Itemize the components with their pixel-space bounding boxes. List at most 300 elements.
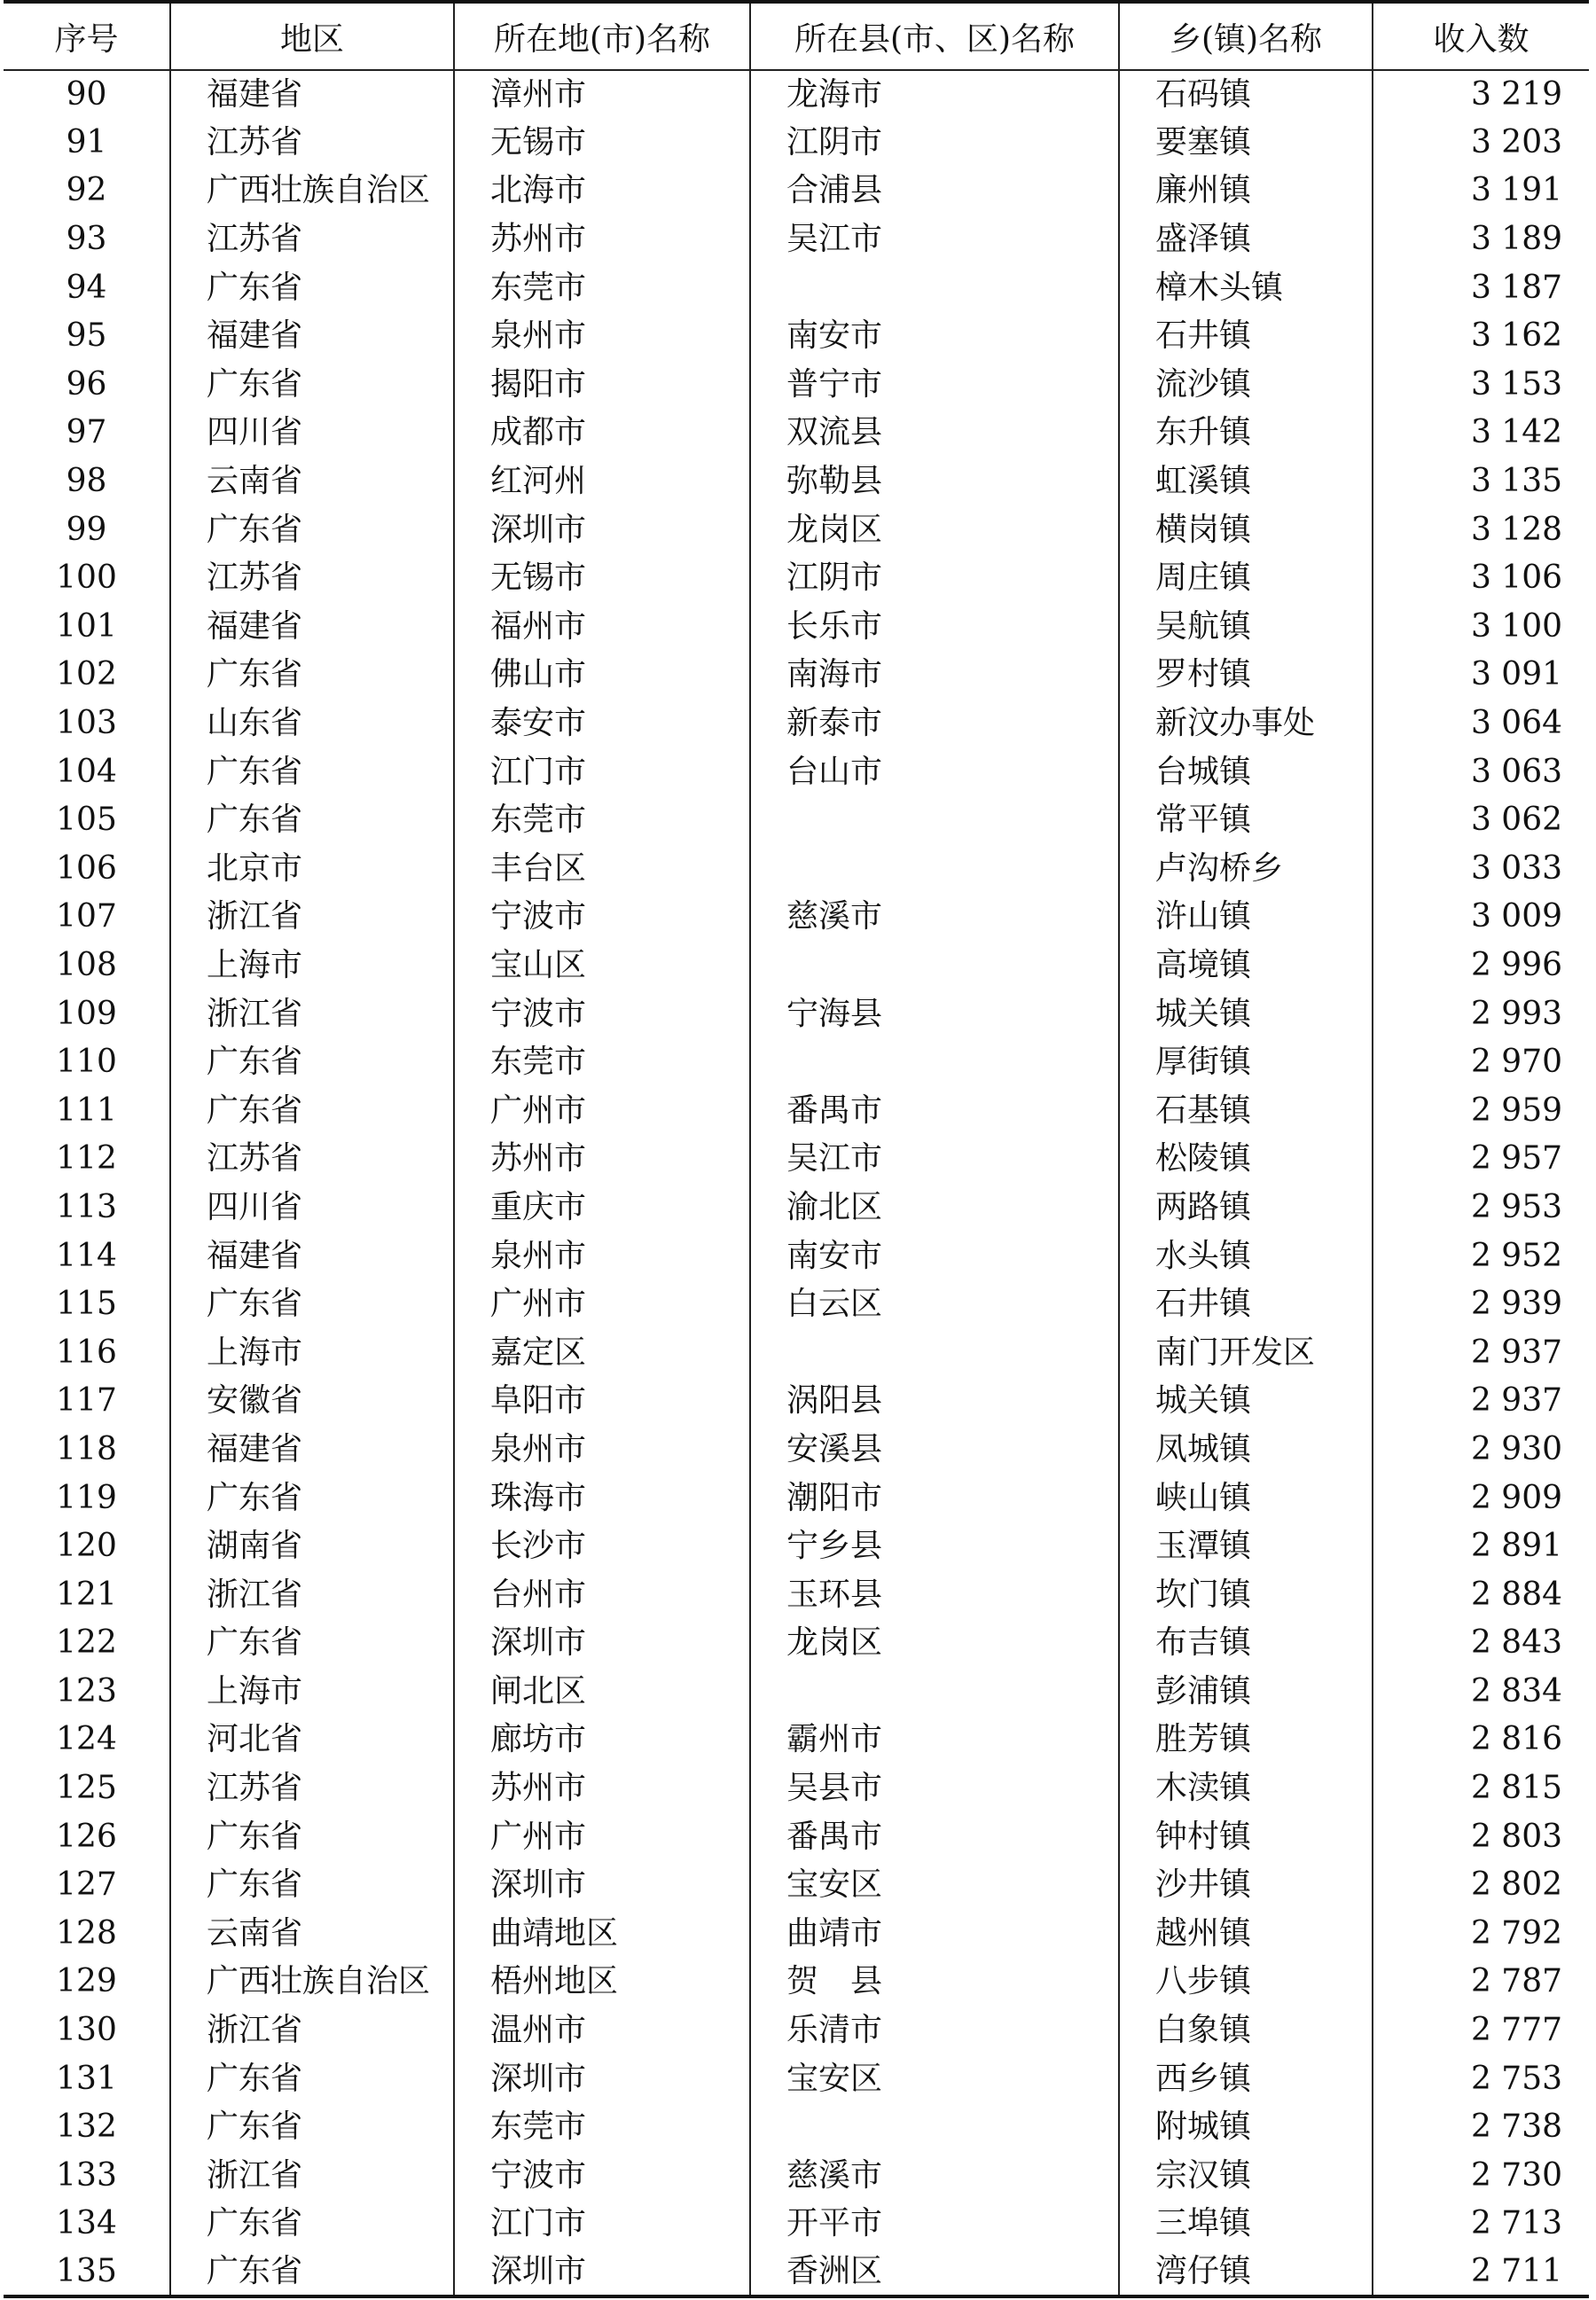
cell-county-name: 慈溪市: [750, 893, 1119, 942]
cell-serial-number: 91: [4, 119, 170, 168]
cell-town-name: 凤城镇: [1119, 1426, 1373, 1475]
cell-city-name: 东莞市: [454, 263, 750, 312]
cell-region: 福建省: [170, 1426, 454, 1475]
cell-region: 广东省: [170, 1619, 454, 1668]
cell-county-name: 南安市: [750, 312, 1119, 361]
cell-serial-number: 97: [4, 409, 170, 458]
cell-serial-number: 92: [4, 167, 170, 215]
cell-city-name: 苏州市: [454, 1764, 750, 1813]
cell-county-name: 江阴市: [750, 119, 1119, 168]
cell-county-name: 宁乡县: [750, 1522, 1119, 1571]
cell-town-name: 城关镇: [1119, 990, 1373, 1038]
table-row: [4, 70, 1589, 119]
cell-town-name: 石井镇: [1119, 312, 1373, 361]
table-row: [4, 1522, 1589, 1571]
cell-region: 广东省: [170, 651, 454, 700]
table-row: [4, 1619, 1589, 1668]
cell-county-name: 吴江市: [750, 215, 1119, 264]
cell-region: 广东省: [170, 747, 454, 796]
cell-city-name: 温州市: [454, 2007, 750, 2055]
income-table-page: [4, 0, 1589, 2298]
cell-city-name: 宁波市: [454, 990, 750, 1038]
cell-city-name: 无锡市: [454, 119, 750, 168]
table-row: [4, 796, 1589, 845]
cell-town-name: 宗汉镇: [1119, 2152, 1373, 2201]
cell-county-name: 涡阳县: [750, 1377, 1119, 1426]
cell-county-name: 番禺市: [750, 1086, 1119, 1135]
cell-serial-number: 104: [4, 747, 170, 796]
cell-income: 2 711: [1373, 2249, 1589, 2297]
table-row: [4, 845, 1589, 894]
cell-city-name: 宁波市: [454, 893, 750, 942]
table-row: [4, 1764, 1589, 1813]
cell-city-name: 廊坊市: [454, 1716, 750, 1764]
cell-region: 广东省: [170, 2249, 454, 2297]
cell-city-name: 深圳市: [454, 1861, 750, 1910]
cell-income: 3 203: [1373, 119, 1589, 168]
table-row: [4, 2054, 1589, 2103]
cell-income: 2 930: [1373, 1426, 1589, 1475]
cell-city-name: 宝山区: [454, 942, 750, 990]
cell-town-name: 虹溪镇: [1119, 458, 1373, 506]
cell-income: 2 891: [1373, 1522, 1589, 1571]
cell-city-name: 重庆市: [454, 1184, 750, 1232]
cell-serial-number: 90: [4, 70, 170, 119]
cell-serial-number: 107: [4, 893, 170, 942]
cell-city-name: 深圳市: [454, 2249, 750, 2297]
cell-region: 广东省: [170, 796, 454, 845]
cell-income: 3 033: [1373, 845, 1589, 894]
cell-region: 广东省: [170, 1038, 454, 1087]
table-row: [4, 1861, 1589, 1910]
cell-serial-number: 130: [4, 2007, 170, 2055]
cell-serial-number: 100: [4, 554, 170, 603]
table-row: [4, 2249, 1589, 2297]
cell-town-name: 樟木头镇: [1119, 263, 1373, 312]
cell-region: 江苏省: [170, 215, 454, 264]
cell-county-name: 宝安区: [750, 2054, 1119, 2103]
cell-city-name: 佛山市: [454, 651, 750, 700]
cell-serial-number: 128: [4, 1910, 170, 1959]
cell-serial-number: 114: [4, 1232, 170, 1280]
cell-county-name: 霸州市: [750, 1716, 1119, 1764]
table-row: [4, 2007, 1589, 2055]
table-row: [4, 1716, 1589, 1764]
cell-city-name: 东莞市: [454, 2103, 750, 2152]
cell-county-name: 玉环县: [750, 1570, 1119, 1619]
cell-region: 四川省: [170, 1184, 454, 1232]
cell-income: 2 884: [1373, 1570, 1589, 1619]
table-row: [4, 651, 1589, 700]
cell-serial-number: 95: [4, 312, 170, 361]
cell-city-name: 深圳市: [454, 2054, 750, 2103]
cell-region: 广东省: [170, 2054, 454, 2103]
table-row: [4, 1474, 1589, 1522]
cell-town-name: 石码镇: [1119, 70, 1373, 119]
cell-region: 广东省: [170, 361, 454, 410]
cell-city-name: 北海市: [454, 167, 750, 215]
cell-serial-number: 103: [4, 700, 170, 748]
cell-serial-number: 118: [4, 1426, 170, 1475]
table-row: [4, 1038, 1589, 1087]
cell-serial-number: 126: [4, 1812, 170, 1861]
table-row: [4, 119, 1589, 168]
cell-serial-number: 131: [4, 2054, 170, 2103]
cell-town-name: 石基镇: [1119, 1086, 1373, 1135]
table-row: [4, 1086, 1589, 1135]
cell-serial-number: 121: [4, 1570, 170, 1619]
header-row: [4, 2, 1589, 70]
cell-town-name: 高境镇: [1119, 942, 1373, 990]
cell-region: 安徽省: [170, 1377, 454, 1426]
cell-city-name: 泉州市: [454, 312, 750, 361]
cell-town-name: 玉潭镇: [1119, 1522, 1373, 1571]
cell-income: 3 135: [1373, 458, 1589, 506]
cell-region: 福建省: [170, 70, 454, 119]
cell-region: 江苏省: [170, 554, 454, 603]
cell-town-name: 厚街镇: [1119, 1038, 1373, 1087]
cell-serial-number: 123: [4, 1668, 170, 1717]
cell-city-name: 广州市: [454, 1086, 750, 1135]
cell-town-name: 城关镇: [1119, 1377, 1373, 1426]
cell-income: 3 219: [1373, 70, 1589, 119]
cell-region: 广东省: [170, 1086, 454, 1135]
cell-region: 广西壮族自治区: [170, 167, 454, 215]
cell-city-name: 揭阳市: [454, 361, 750, 410]
cell-serial-number: 96: [4, 361, 170, 410]
cell-county-name: 安溪县: [750, 1426, 1119, 1475]
cell-county-name: 江阴市: [750, 554, 1119, 603]
cell-income: 3 063: [1373, 747, 1589, 796]
cell-income: 2 802: [1373, 1861, 1589, 1910]
table-row: [4, 1377, 1589, 1426]
table-row: [4, 1668, 1589, 1717]
cell-income: 3 128: [1373, 505, 1589, 554]
cell-income: 3 189: [1373, 215, 1589, 264]
town-income-table: [4, 0, 1589, 2298]
cell-region: 四川省: [170, 409, 454, 458]
cell-town-name: 湾仔镇: [1119, 2249, 1373, 2297]
cell-serial-number: 129: [4, 1958, 170, 2007]
cell-income: 2 730: [1373, 2152, 1589, 2201]
cell-income: 3 142: [1373, 409, 1589, 458]
cell-serial-number: 112: [4, 1135, 170, 1184]
table-row: [4, 1184, 1589, 1232]
cell-city-name: 阜阳市: [454, 1377, 750, 1426]
cell-town-name: 八步镇: [1119, 1958, 1373, 2007]
cell-serial-number: 115: [4, 1280, 170, 1329]
cell-city-name: 东莞市: [454, 1038, 750, 1087]
cell-serial-number: 105: [4, 796, 170, 845]
table-row: [4, 1135, 1589, 1184]
cell-serial-number: 94: [4, 263, 170, 312]
cell-serial-number: 101: [4, 603, 170, 652]
cell-serial-number: 106: [4, 845, 170, 894]
cell-income: 2 803: [1373, 1812, 1589, 1861]
cell-region: 湖南省: [170, 1522, 454, 1571]
cell-city-name: 苏州市: [454, 215, 750, 264]
table-row: [4, 1426, 1589, 1475]
cell-city-name: 珠海市: [454, 1474, 750, 1522]
cell-town-name: 胜芳镇: [1119, 1716, 1373, 1764]
cell-town-name: 要塞镇: [1119, 119, 1373, 168]
cell-region: 广东省: [170, 1812, 454, 1861]
cell-town-name: 横岗镇: [1119, 505, 1373, 554]
cell-town-name: 南门开发区: [1119, 1328, 1373, 1377]
cell-town-name: 钟村镇: [1119, 1812, 1373, 1861]
cell-city-name: 泉州市: [454, 1426, 750, 1475]
cell-income: 2 777: [1373, 2007, 1589, 2055]
table-body: [4, 70, 1589, 2296]
cell-income: 3 062: [1373, 796, 1589, 845]
cell-city-name: 漳州市: [454, 70, 750, 119]
cell-town-name: 常平镇: [1119, 796, 1373, 845]
cell-city-name: 广州市: [454, 1812, 750, 1861]
cell-city-name: 无锡市: [454, 554, 750, 603]
cell-city-name: 曲靖地区: [454, 1910, 750, 1959]
cell-income: 3 153: [1373, 361, 1589, 410]
cell-region: 浙江省: [170, 893, 454, 942]
table-row: [4, 942, 1589, 990]
header-income: 收入数: [1373, 2, 1589, 70]
cell-region: 广东省: [170, 2103, 454, 2152]
cell-town-name: 坎门镇: [1119, 1570, 1373, 1619]
cell-town-name: 西乡镇: [1119, 2054, 1373, 2103]
cell-town-name: 布吉镇: [1119, 1619, 1373, 1668]
cell-town-name: 周庄镇: [1119, 554, 1373, 603]
cell-serial-number: 93: [4, 215, 170, 264]
cell-county-name: [750, 1668, 1119, 1717]
table-row: [4, 747, 1589, 796]
table-row: [4, 312, 1589, 361]
cell-income: 2 937: [1373, 1328, 1589, 1377]
cell-serial-number: 113: [4, 1184, 170, 1232]
cell-region: 福建省: [170, 1232, 454, 1280]
cell-income: 3 106: [1373, 554, 1589, 603]
cell-serial-number: 116: [4, 1328, 170, 1377]
cell-income: 2 792: [1373, 1910, 1589, 1959]
cell-income: 2 909: [1373, 1474, 1589, 1522]
cell-city-name: 嘉定区: [454, 1328, 750, 1377]
cell-serial-number: 111: [4, 1086, 170, 1135]
cell-county-name: 贺 县: [750, 1958, 1119, 2007]
cell-county-name: 南安市: [750, 1232, 1119, 1280]
cell-county-name: 龙岗区: [750, 1619, 1119, 1668]
table-row: [4, 1280, 1589, 1329]
cell-county-name: 龙岗区: [750, 505, 1119, 554]
cell-county-name: 白云区: [750, 1280, 1119, 1329]
cell-county-name: 普宁市: [750, 361, 1119, 410]
cell-town-name: 白象镇: [1119, 2007, 1373, 2055]
cell-income: 2 937: [1373, 1377, 1589, 1426]
cell-county-name: 弥勒县: [750, 458, 1119, 506]
header-serial-number: 序号: [4, 2, 170, 70]
cell-income: 2 959: [1373, 1086, 1589, 1135]
cell-county-name: 慈溪市: [750, 2152, 1119, 2201]
cell-county-name: [750, 796, 1119, 845]
cell-city-name: 宁波市: [454, 2152, 750, 2201]
cell-city-name: 泰安市: [454, 700, 750, 748]
table-row: [4, 603, 1589, 652]
cell-county-name: 长乐市: [750, 603, 1119, 652]
cell-city-name: 深圳市: [454, 1619, 750, 1668]
cell-serial-number: 102: [4, 651, 170, 700]
cell-serial-number: 125: [4, 1764, 170, 1813]
cell-region: 福建省: [170, 603, 454, 652]
table-row: [4, 990, 1589, 1038]
cell-city-name: 福州市: [454, 603, 750, 652]
cell-county-name: 吴县市: [750, 1764, 1119, 1813]
cell-county-name: 龙海市: [750, 70, 1119, 119]
table-row: [4, 361, 1589, 410]
cell-town-name: 流沙镇: [1119, 361, 1373, 410]
header-county-name: 所在县(市、区)名称: [750, 2, 1119, 70]
cell-town-name: 彭浦镇: [1119, 1668, 1373, 1717]
cell-county-name: 南海市: [750, 651, 1119, 700]
cell-region: 江苏省: [170, 1764, 454, 1813]
cell-serial-number: 119: [4, 1474, 170, 1522]
cell-city-name: 广州市: [454, 1280, 750, 1329]
cell-region: 广东省: [170, 1474, 454, 1522]
cell-region: 上海市: [170, 1668, 454, 1717]
cell-serial-number: 122: [4, 1619, 170, 1668]
cell-city-name: 江门市: [454, 747, 750, 796]
cell-town-name: 木渎镇: [1119, 1764, 1373, 1813]
cell-county-name: 曲靖市: [750, 1910, 1119, 1959]
cell-region: 浙江省: [170, 2007, 454, 2055]
cell-serial-number: 120: [4, 1522, 170, 1571]
cell-county-name: 新泰市: [750, 700, 1119, 748]
cell-city-name: 成都市: [454, 409, 750, 458]
cell-income: 3 009: [1373, 893, 1589, 942]
cell-town-name: 两路镇: [1119, 1184, 1373, 1232]
cell-town-name: 盛泽镇: [1119, 215, 1373, 264]
cell-town-name: 新汶办事处: [1119, 700, 1373, 748]
header-city-name: 所在地(市)名称: [454, 2, 750, 70]
cell-county-name: 宁海县: [750, 990, 1119, 1038]
cell-city-name: 红河州: [454, 458, 750, 506]
cell-income: 3 064: [1373, 700, 1589, 748]
cell-city-name: 丰台区: [454, 845, 750, 894]
cell-city-name: 台州市: [454, 1570, 750, 1619]
cell-income: 2 952: [1373, 1232, 1589, 1280]
cell-county-name: 双流县: [750, 409, 1119, 458]
cell-county-name: 香洲区: [750, 2249, 1119, 2297]
cell-county-name: 渝北区: [750, 1184, 1119, 1232]
cell-city-name: 深圳市: [454, 505, 750, 554]
cell-region: 江苏省: [170, 119, 454, 168]
cell-county-name: [750, 1038, 1119, 1087]
table-row: [4, 1328, 1589, 1377]
cell-county-name: 潮阳市: [750, 1474, 1119, 1522]
cell-serial-number: 98: [4, 458, 170, 506]
cell-income: 2 996: [1373, 942, 1589, 990]
cell-county-name: [750, 845, 1119, 894]
cell-region: 广东省: [170, 1861, 454, 1910]
cell-county-name: [750, 2103, 1119, 2152]
table-row: [4, 554, 1589, 603]
cell-region: 浙江省: [170, 990, 454, 1038]
cell-income: 2 993: [1373, 990, 1589, 1038]
cell-income: 3 091: [1373, 651, 1589, 700]
cell-income: 3 162: [1373, 312, 1589, 361]
cell-town-name: 沙井镇: [1119, 1861, 1373, 1910]
cell-county-name: 合浦县: [750, 167, 1119, 215]
cell-income: 2 738: [1373, 2103, 1589, 2152]
cell-region: 福建省: [170, 312, 454, 361]
cell-county-name: [750, 263, 1119, 312]
cell-income: 2 970: [1373, 1038, 1589, 1087]
cell-city-name: 闸北区: [454, 1668, 750, 1717]
cell-region: 广东省: [170, 505, 454, 554]
cell-town-name: 石井镇: [1119, 1280, 1373, 1329]
cell-county-name: 宝安区: [750, 1861, 1119, 1910]
cell-town-name: 东升镇: [1119, 409, 1373, 458]
cell-county-name: 乐清市: [750, 2007, 1119, 2055]
cell-town-name: 峡山镇: [1119, 1474, 1373, 1522]
cell-county-name: 开平市: [750, 2200, 1119, 2249]
cell-region: 浙江省: [170, 1570, 454, 1619]
table-row: [4, 2152, 1589, 2201]
table-row: [4, 458, 1589, 506]
cell-town-name: 浒山镇: [1119, 893, 1373, 942]
cell-income: 3 187: [1373, 263, 1589, 312]
cell-serial-number: 117: [4, 1377, 170, 1426]
cell-town-name: 罗村镇: [1119, 651, 1373, 700]
cell-serial-number: 135: [4, 2249, 170, 2297]
cell-serial-number: 108: [4, 942, 170, 990]
cell-town-name: 卢沟桥乡: [1119, 845, 1373, 894]
header-region: 地区: [170, 2, 454, 70]
table-row: [4, 505, 1589, 554]
cell-region: 广西壮族自治区: [170, 1958, 454, 2007]
cell-serial-number: 110: [4, 1038, 170, 1087]
cell-region: 云南省: [170, 1910, 454, 1959]
cell-town-name: 水头镇: [1119, 1232, 1373, 1280]
cell-town-name: 附城镇: [1119, 2103, 1373, 2152]
cell-region: 云南省: [170, 458, 454, 506]
cell-town-name: 廉州镇: [1119, 167, 1373, 215]
cell-income: 2 939: [1373, 1280, 1589, 1329]
cell-serial-number: 109: [4, 990, 170, 1038]
cell-income: 2 753: [1373, 2054, 1589, 2103]
cell-county-name: 番禺市: [750, 1812, 1119, 1861]
cell-town-name: 越州镇: [1119, 1910, 1373, 1959]
cell-town-name: 三埠镇: [1119, 2200, 1373, 2249]
cell-serial-number: 133: [4, 2152, 170, 2201]
cell-income: 2 713: [1373, 2200, 1589, 2249]
table-row: [4, 263, 1589, 312]
cell-town-name: 吴航镇: [1119, 603, 1373, 652]
cell-serial-number: 99: [4, 505, 170, 554]
cell-income: 2 816: [1373, 1716, 1589, 1764]
cell-serial-number: 124: [4, 1716, 170, 1764]
cell-serial-number: 127: [4, 1861, 170, 1910]
cell-serial-number: 132: [4, 2103, 170, 2152]
table-row: [4, 2103, 1589, 2152]
table-row: [4, 2200, 1589, 2249]
table-row: [4, 700, 1589, 748]
cell-income: 2 843: [1373, 1619, 1589, 1668]
cell-county-name: [750, 942, 1119, 990]
cell-income: 3 100: [1373, 603, 1589, 652]
cell-region: 浙江省: [170, 2152, 454, 2201]
table-row: [4, 1570, 1589, 1619]
cell-income: 3 191: [1373, 167, 1589, 215]
table-header: [4, 2, 1589, 70]
cell-city-name: 江门市: [454, 2200, 750, 2249]
table-row: [4, 215, 1589, 264]
